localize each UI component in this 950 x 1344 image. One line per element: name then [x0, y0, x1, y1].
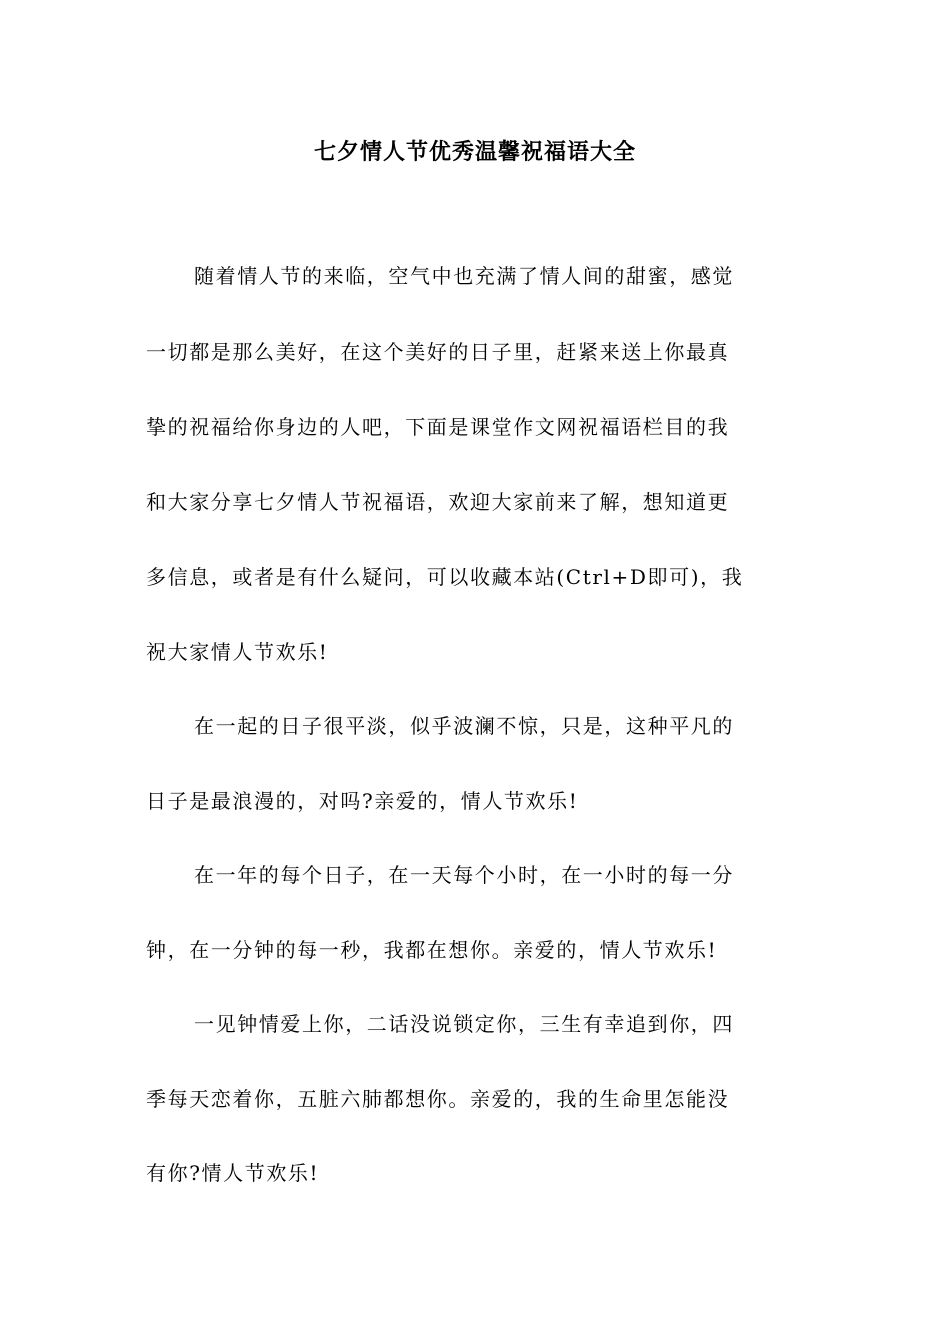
paragraph-3-line-2: 钟，在一分钟的每一秒，我都在想你。亲爱的，情人节欢乐!: [146, 938, 718, 962]
paragraph-1-line-4: 和大家分享七夕情人节祝福语，欢迎大家前来了解，想知道更: [146, 490, 730, 514]
paragraph-1-line-2: 一切都是那么美好，在这个美好的日子里，赶紧来送上你最真: [146, 340, 730, 364]
paragraph-1-line-1: 随着情人节的来临，空气中也充满了情人间的甜蜜，感觉: [194, 264, 734, 288]
document-title: 七夕情人节优秀温馨祝福语大全: [313, 139, 636, 165]
paragraph-4-line-2: 季每天恋着你，五脏六肺都想你。亲爱的，我的生命里怎能没: [146, 1087, 730, 1111]
paragraph-4-line-1: 一见钟情爱上你，二话没说锁定你，三生有幸追到你，四: [194, 1012, 734, 1036]
paragraph-2-line-1: 在一起的日子很平淡，似乎波澜不惊，只是，这种平凡的: [194, 714, 734, 738]
paragraph-1-line-5: 多信息，或者是有什么疑问，可以收藏本站(Ctrl+D即可)，我: [146, 565, 744, 589]
paragraph-4-line-3: 有你?情人节欢乐!: [146, 1161, 320, 1185]
paragraph-3-line-1: 在一年的每个日子，在一天每个小时，在一小时的每一分: [194, 863, 734, 887]
paragraph-1-line-3: 挚的祝福给你身边的人吧，下面是课堂作文网祝福语栏目的我: [146, 415, 730, 439]
paragraph-2-line-2: 日子是最浪漫的，对吗?亲爱的，情人节欢乐!: [146, 789, 579, 813]
paragraph-1-line-6: 祝大家情人节欢乐!: [146, 640, 329, 664]
